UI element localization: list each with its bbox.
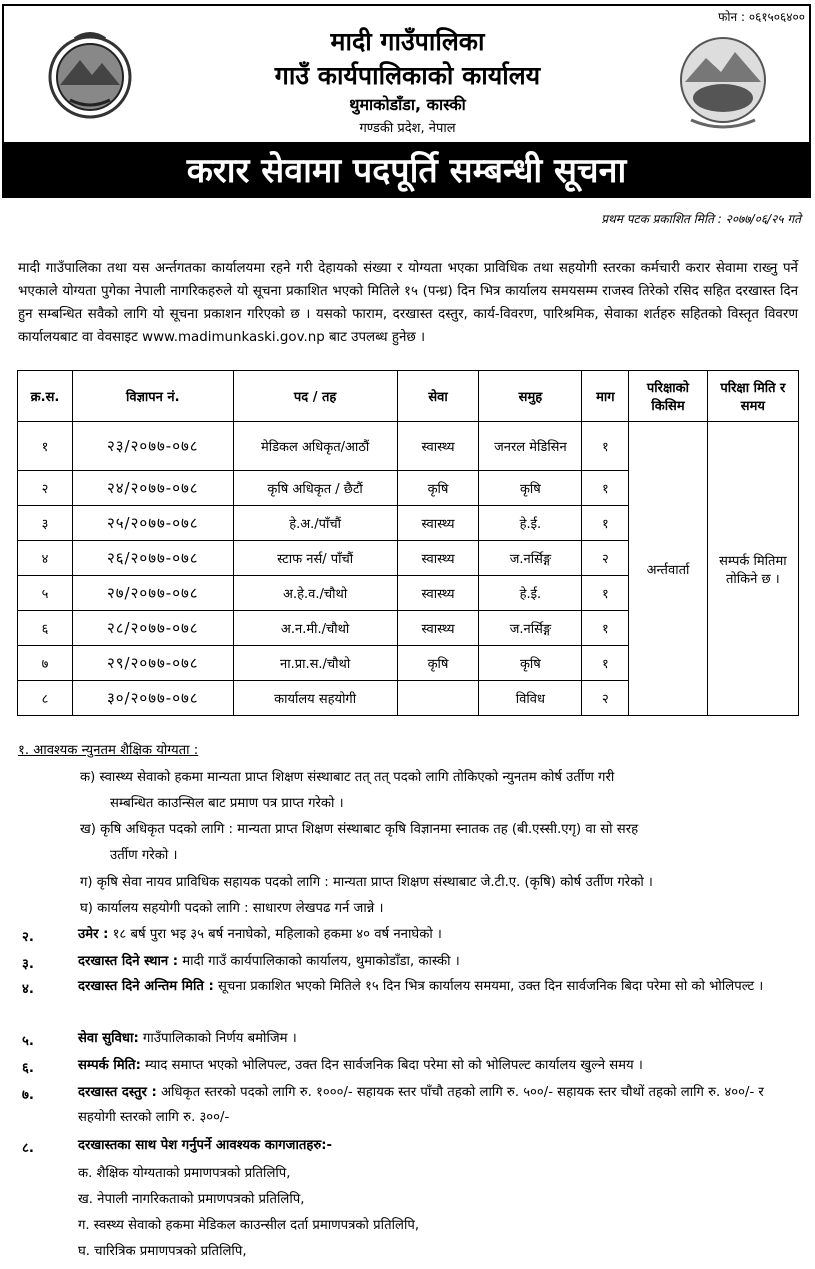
document-item: क. शैक्षिक योग्यताको प्रमाणपत्रको प्रतिलिपि,	[78, 1166, 291, 1181]
qualification-heading: १. आवश्यक न्युनतम शैक्षिक योग्यता :	[18, 743, 199, 758]
item-text: मादी गाउँ कार्यपालिकाको कार्यालय, थुमाकोडाँडा, कास्की ।	[178, 954, 460, 969]
qualification-g: ग) कृषि सेवा नायव प्राविधिक सहायक पदको लागि : मान्यता प्राप्त शिक्षण संस्थाबाट जे.टी.ए. (कृषि) कोर्ष उर्तीण गरेको ।	[80, 875, 653, 890]
item-label: सम्पर्क मिति:	[78, 1058, 141, 1073]
item-text: अधिकृत स्तरको पदको लागि रु. १०००/- सहायक स्तर पाँचौ तहको लागि रु. ५००/- सहायक स्तर चौथों तहको लागि रु. ४००/- र सहयोगी स्तरको लागि रु. ३००/-	[78, 1085, 764, 1125]
ad-number-cell: ३०/२०७७-०७८	[72, 681, 233, 716]
ad-number-cell: २४/२०७७-०७८	[72, 471, 233, 506]
service-benefits	[78, 1026, 798, 1051]
serial-cell: ३	[18, 506, 73, 541]
demand-cell: १	[582, 471, 629, 506]
intro-paragraph: मादी गाउँपालिका तथा यस अर्न्तगतका कार्यालयमा रहने गरी देहायको संख्या र योग्यता भएका प्राविधिक तथा सहयोगी स्तरका कर्मचारी करार सेवामा राख्नु पर्ने भएकाले योग्यता पुगेका नेपाली नागरिकहरुले यो सूचना प्रकाशित भएको मितिले १५ (पन्ध्र) दिन भित्र कार्यालय समयसम्म राजस्व तिरेको रसिद सहित दरखास्त दिन हुन सम्बन्धित सवैको लागि यो सूचना प्रकाशन गरिएको छ । यसको फाराम, दरखास्त दस्तुर, कार्य-विवरण, पारिश्रमिक, सेवाका शर्तहरु सहितको विस्तृत विवरण कार्यालयबाट वा वेवसाइट www.madimunkaski.gov.np बाट उपलब्ध हुनेछ ।	[18, 261, 798, 345]
exam-type-cell: अर्न्तवार्ता	[629, 422, 707, 716]
header-cell: सेवा	[397, 371, 479, 422]
item-number: ४.	[22, 982, 34, 997]
ad-number-cell: २५/२०७७-०७८	[72, 506, 233, 541]
serial-cell: २	[18, 471, 73, 506]
contact-date	[78, 1053, 798, 1078]
item-number: ५.	[22, 1034, 34, 1049]
demand-cell: १	[582, 611, 629, 646]
service-cell: कृषि	[397, 646, 479, 681]
item-label: दरखास्त दिने स्थान :	[78, 954, 179, 969]
item-text: १८ बर्ष पुरा भइ ३५ बर्ष ननाघेको, महिलाको हकमा ४० वर्ष ननाघेको ।	[108, 927, 442, 942]
office-location: थुमाकोडाँडा, कास्की	[349, 95, 466, 114]
ad-number-cell: २३/२०७७-०७८	[72, 422, 233, 471]
post-cell: अ.न.मी./चौथो	[233, 611, 397, 646]
exam-date-cell: सम्पर्क मितिमा तोकिने छ ।	[707, 422, 798, 716]
serial-cell: ४	[18, 541, 73, 576]
header-cell: माग	[582, 371, 629, 422]
demand-cell: १	[582, 646, 629, 681]
group-cell: हे.ई.	[479, 506, 582, 541]
header-cell: क्र.स.	[18, 371, 73, 422]
item-text: म्याद समाप्त भएको भोलिपल्ट, उक्त दिन सार्वजनिक बिदा परेमा सो को भोलिपल्ट कार्यालय खुल्ने समय ।	[140, 1058, 643, 1073]
province-name: गण्डकी प्रदेश, नेपाल	[359, 121, 456, 136]
service-cell: कृषि	[397, 471, 479, 506]
qualification-kh: ख) कृषि अधिकृत पदको लागि : मान्यता प्राप्त शिक्षण संस्थाबाट कृषि विज्ञानमा स्नातक तह (बी.एस्सी.एगृ) वा सो सरह	[80, 822, 639, 837]
age-requirement	[78, 922, 798, 947]
demand-cell: १	[582, 506, 629, 541]
ad-number-cell: २६/२०७७-०७८	[72, 541, 233, 576]
service-cell	[397, 681, 479, 716]
header-cell: पद / तह	[233, 371, 397, 422]
table-header-row	[18, 371, 799, 422]
post-cell: मेडिकल अधिकृत/आठौं	[233, 422, 397, 471]
qualification-k: क) स्वास्थ्य सेवाको हकमा मान्यता प्राप्त शिक्षण संस्थाबाट तत् तत् पदको लागि तोकिएको न्युनतम कोर्ष उर्तीण गरी	[80, 770, 615, 785]
ad-number-cell: २७/२०७७-०७८	[72, 576, 233, 611]
posts-table	[17, 370, 799, 716]
header-cell: परिक्षाको किसिम	[629, 371, 707, 422]
item-text: गाउँपालिकाको निर्णय बमोजिम ।	[138, 1031, 297, 1046]
group-cell: हे.ई.	[479, 576, 582, 611]
published-date: प्रथम पटक प्रकाशित मिति : २०७७/०६/२५ गते	[601, 212, 801, 226]
item-number: ६.	[22, 1061, 34, 1076]
document-item: ग. स्वस्थ्य सेवाको हकमा मेडिकल काउन्सील दर्ता प्रमाणपत्रको प्रतिलिपि,	[78, 1218, 420, 1233]
ad-number-cell: २९/२०७७-०७८	[72, 646, 233, 681]
item-number: ८.	[22, 1141, 34, 1156]
application-place	[78, 949, 798, 974]
item-label: दरखास्त दस्तुर :	[78, 1085, 157, 1100]
item-number: ३.	[22, 957, 34, 972]
notice-title: करार सेवामा पदपूर्ति सम्बन्धी सूचना	[2, 144, 811, 198]
qualification-gh: घ) कार्यालय सहयोगी पदको लागि : साधारण लेखपढ गर्न जान्ने ।	[80, 901, 384, 916]
post-cell: अ.हे.व./चौथो	[233, 576, 397, 611]
qualification-kh-cont: उर्तीण गरेको ।	[110, 848, 178, 863]
demand-cell: २	[582, 541, 629, 576]
service-cell: स्वास्थ्य	[397, 506, 479, 541]
item-label: दरखास्त दिने अन्तिम मिति :	[78, 979, 214, 994]
service-cell: स्वास्थ्य	[397, 611, 479, 646]
item-number: २.	[22, 930, 34, 945]
group-cell: कृषि	[479, 471, 582, 506]
service-cell: स्वास्थ्य	[397, 422, 479, 471]
application-deadline	[78, 974, 798, 999]
document-item: घ. चारित्रिक प्रमाणपत्रको प्रतिलिपि,	[78, 1244, 247, 1259]
header-cell: विज्ञापन नं.	[72, 371, 233, 422]
post-cell: स्टाफ नर्स/ पाँचौं	[233, 541, 397, 576]
serial-cell: ५	[18, 576, 73, 611]
phone-number: फोन : ०६१५०६४००	[718, 10, 805, 24]
ad-number-cell: २८/२०७७-०७८	[72, 611, 233, 646]
application-fee	[78, 1080, 798, 1130]
post-cell: हे.अ./पाँचौं	[233, 506, 397, 541]
group-cell: ज.नर्सिङ्ग	[479, 541, 582, 576]
item-label: सेवा सुविधा:	[78, 1031, 139, 1046]
item-label: उमेर :	[78, 927, 109, 942]
service-cell: स्वास्थ्य	[397, 541, 479, 576]
document-item: ख. नेपाली नागरिकताको प्रमाणपत्रको प्रतिलिपि,	[78, 1192, 305, 1207]
group-cell: विविध	[479, 681, 582, 716]
item-label: दरखास्तका साथ पेश गर्नुपर्ने आवश्यक कागजातहरु:-	[78, 1138, 333, 1153]
post-cell: कृषि अधिकृत / छैटौं	[233, 471, 397, 506]
demand-cell: १	[582, 422, 629, 471]
serial-cell: ७	[18, 646, 73, 681]
qualification-k-cont: सम्बन्धित काउन्सिल बाट प्रमाण पत्र प्राप्त गरेको ।	[110, 796, 344, 811]
post-cell: कार्यालय सहयोगी	[233, 681, 397, 716]
item-text: सूचना प्रकाशित भएको मितिले १५ दिन भित्र कार्यालय समयमा, उक्त दिन सार्वजनिक बिदा परेमा सो को भोलिपल्ट ।	[213, 979, 764, 994]
header-cell: परिक्षा मिति र समय	[707, 371, 798, 422]
required-documents-heading	[78, 1133, 798, 1158]
serial-cell: १	[18, 422, 73, 471]
group-cell: ज.नर्सिङ्ग	[479, 611, 582, 646]
header-cell: समुह	[479, 371, 582, 422]
demand-cell: १	[582, 576, 629, 611]
demand-cell: २	[582, 681, 629, 716]
item-number: ७.	[22, 1088, 34, 1103]
group-cell: जनरल मेडिसिन	[479, 422, 582, 471]
serial-cell: ६	[18, 611, 73, 646]
org-name: मादी गाउँपालिका	[330, 27, 485, 56]
serial-cell: ८	[18, 681, 73, 716]
post-cell: ना.प्रा.स./चौथो	[233, 646, 397, 681]
group-cell: कृषि	[479, 646, 582, 681]
office-name: गाउँ कार्यपालिकाको कार्यालय	[274, 61, 541, 90]
table-row	[18, 422, 799, 471]
service-cell: स्वास्थ्य	[397, 576, 479, 611]
